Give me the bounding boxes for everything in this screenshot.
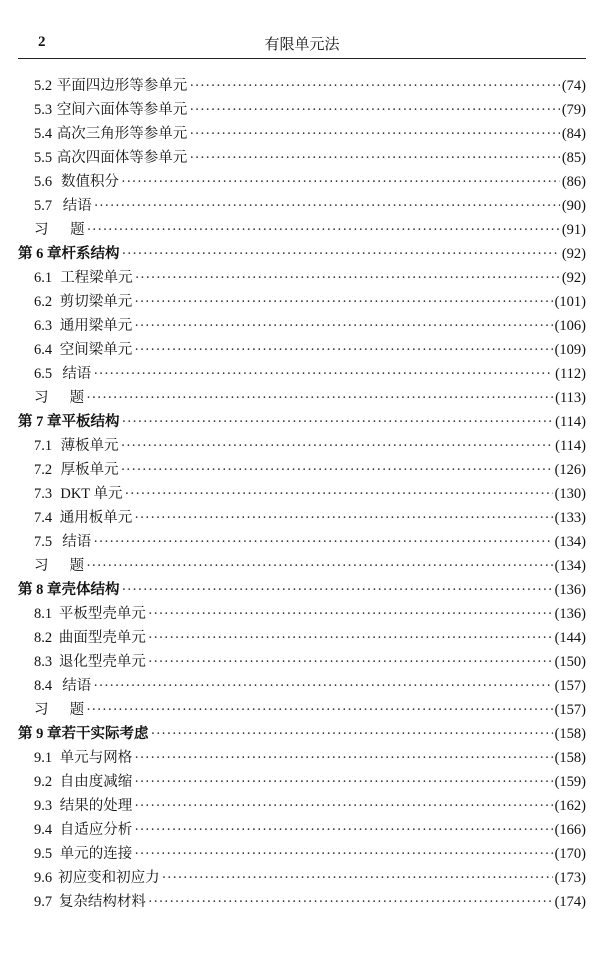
toc-entry-page: (134) [554,534,586,550]
toc-entry-number: 6.3 [34,318,53,334]
toc-entry-title: 题 [70,222,85,238]
toc-entry-number: 7.3 [34,486,53,502]
toc-entry-number: 第 7 章 [18,414,62,430]
dot-leader [93,534,552,551]
toc-section-entry[interactable] [18,746,586,770]
dot-leader [151,726,553,743]
toc-exercise-entry[interactable] [18,698,586,722]
toc-entry-page: (162) [554,798,586,814]
dot-leader [189,126,560,143]
toc-entry-page: (109) [554,342,586,358]
toc-chapter-entry[interactable] [18,578,586,602]
toc-entry-page: (91) [561,222,586,238]
dot-leader [94,198,560,215]
toc-entry-title: 自适应分析 [59,822,133,838]
dot-leader [125,486,553,503]
toc-entry-page: (159) [554,774,586,790]
dot-leader [189,102,560,119]
toc-entry-page: (158) [554,726,586,742]
toc-entry-page: (134) [554,558,586,574]
toc-entry-title: 数值积分 [61,174,120,190]
table-of-contents [18,74,586,914]
toc-entry-page: (85) [561,150,586,166]
toc-entry-page: (173) [554,870,586,886]
toc-section-entry[interactable] [18,602,586,626]
toc-entry-title: 曲面型壳单元 [58,630,146,646]
toc-entry-page: (130) [554,486,586,502]
toc-entry-title: 通用板单元 [59,510,133,526]
toc-section-entry[interactable] [18,482,586,506]
toc-entry-title: 空间梁单元 [59,342,133,358]
toc-entry-page: (174) [554,894,586,910]
toc-entry-page: (136) [554,582,586,598]
toc-entry-number: 9.1 [34,750,53,766]
toc-entry-page: (166) [554,822,586,838]
toc-entry-page: (86) [561,174,586,190]
toc-entry-title: 题 [69,390,85,406]
toc-entry-title: 平板型壳单元 [58,606,146,622]
toc-section-entry[interactable] [18,194,586,218]
toc-entry-number: 5.6 [34,174,53,190]
dot-leader [93,366,553,383]
toc-entry-title: 复杂结构材料 [58,894,146,910]
toc-entry-number: 5.2 [34,78,53,94]
toc-section-entry[interactable] [18,170,586,194]
toc-entry-title: 壳体结构 [61,582,120,598]
toc-section-entry[interactable] [18,98,586,122]
toc-section-entry[interactable] [18,338,586,362]
toc-entry-number: 9.3 [34,798,53,814]
toc-entry-page: (79) [561,102,586,118]
dot-leader [93,678,552,695]
toc-entry-page: (74) [561,78,586,94]
toc-entry-number: 5.3 [34,102,53,118]
toc-entry-page: (144) [554,630,586,646]
dot-leader [86,390,553,407]
toc-entry-number: 习 [34,390,49,406]
dot-leader [189,78,560,95]
toc-entry-page: (112) [555,366,586,382]
toc-entry-page: (158) [554,750,586,766]
dot-leader [121,438,554,455]
dot-leader [148,894,553,911]
toc-entry-page: (84) [561,126,586,142]
toc-entry-number: 第 8 章 [18,582,62,598]
toc-entry-number: 8.1 [34,606,53,622]
toc-entry-number: 6.1 [34,270,53,286]
toc-section-entry[interactable] [18,74,586,98]
toc-section-entry[interactable] [18,434,586,458]
toc-entry-title: 若干实际考虑 [61,726,149,742]
toc-entry-title: 平面四边形等参单元 [56,78,188,94]
toc-exercise-entry[interactable] [18,386,586,410]
toc-entry-number: 习 [34,702,49,718]
toc-entry-title: 退化型壳单元 [58,654,146,670]
page-header [18,28,586,59]
toc-entry-number: 5.5 [34,150,53,166]
toc-entry-page: (92) [561,270,586,286]
toc-entry-title: 杆系结构 [61,246,120,262]
toc-section-entry[interactable] [18,770,586,794]
toc-chapter-entry[interactable] [18,410,586,434]
toc-entry-page: (157) [554,702,586,718]
dot-leader [162,870,553,887]
dot-leader [122,582,553,599]
dot-leader [134,846,552,863]
dot-leader [122,414,554,431]
book-title: 有限单元法 [264,37,340,53]
toc-entry-title: 初应变和初应力 [58,870,160,886]
toc-entry-page: (126) [554,462,586,478]
toc-entry-number: 9.5 [34,846,53,862]
toc-entry-number: 5.7 [34,198,53,214]
toc-entry-title: 工程梁单元 [60,270,133,286]
dot-leader [134,750,552,767]
page-number: 2 [38,34,46,50]
toc-section-entry[interactable] [18,842,586,866]
toc-entry-title: 通用梁单元 [59,318,133,334]
toc-entry-page: (157) [554,678,586,694]
dot-leader [86,702,553,719]
toc-section-entry[interactable] [18,266,586,290]
dot-leader [148,606,553,623]
toc-entry-page: (114) [555,438,586,454]
toc-entry-number: 第 9 章 [18,726,62,742]
toc-entry-number: 9.4 [34,822,53,838]
toc-entry-page: (114) [555,414,586,430]
toc-entry-number: 7.4 [34,510,53,526]
dot-leader [148,654,553,671]
toc-entry-title: 结语 [62,534,92,550]
dot-leader [134,318,552,335]
toc-chapter-entry[interactable] [18,722,586,746]
toc-entry-title: 高次三角形等参单元 [56,126,188,142]
toc-section-entry[interactable] [18,458,586,482]
toc-entry-page: (136) [554,606,586,622]
toc-exercise-entry[interactable] [18,218,586,242]
toc-entry-title: 单元与网格 [59,750,133,766]
toc-entry-number: 8.3 [34,654,53,670]
toc-entry-page: (150) [554,654,586,670]
toc-entry-title: 自由度减缩 [59,774,133,790]
toc-entry-number: 第 6 章 [18,246,62,262]
toc-entry-page: (106) [554,318,586,334]
dot-leader [134,774,552,791]
toc-entry-number: 习 [34,558,49,574]
dot-leader [134,798,552,815]
toc-section-entry[interactable] [18,290,586,314]
toc-section-entry[interactable] [18,314,586,338]
toc-entry-title: DKT 单元 [60,486,123,502]
toc-section-entry[interactable] [18,146,586,170]
toc-entry-title: 结语 [62,198,92,214]
toc-entry-title: 平板结构 [61,414,120,430]
toc-section-entry[interactable] [18,674,586,698]
toc-entry-title: 结语 [62,366,92,382]
toc-entry-title: 题 [69,702,85,718]
toc-entry-page: (90) [561,198,586,214]
toc-section-entry[interactable] [18,794,586,818]
toc-entry-number: 9.6 [34,870,53,886]
toc-entry-title: 剪切梁单元 [59,294,133,310]
toc-exercise-entry[interactable] [18,554,586,578]
dot-leader [135,270,560,287]
toc-entry-title: 空间六面体等参单元 [56,102,188,118]
dot-leader [134,342,552,359]
toc-entry-number: 6.5 [34,366,53,382]
toc-entry-title: 题 [69,558,85,574]
toc-section-entry[interactable] [18,866,586,890]
dot-leader [189,150,560,167]
dot-leader [122,246,560,263]
toc-entry-page: (101) [554,294,586,310]
toc-entry-title: 结果的处理 [59,798,133,814]
toc-entry-number: 7.1 [34,438,53,454]
toc-entry-number: 8.4 [34,678,53,694]
dot-leader [134,510,552,527]
toc-entry-title: 单元的连接 [59,846,133,862]
toc-section-entry[interactable] [18,818,586,842]
toc-entry-page: (170) [554,846,586,862]
toc-entry-number: 6.4 [34,342,53,358]
toc-entry-number: 8.2 [34,630,53,646]
toc-section-entry[interactable] [18,650,586,674]
dot-leader [134,822,552,839]
toc-entry-title: 厚板单元 [60,462,119,478]
toc-section-entry[interactable] [18,362,586,386]
toc-section-entry[interactable] [18,122,586,146]
toc-entry-number: 9.7 [34,894,53,910]
toc-entry-page: (92) [561,246,586,262]
toc-entry-title: 高次四面体等参单元 [56,150,188,166]
toc-entry-number: 7.2 [34,462,53,478]
toc-entry-number: 习 [34,222,49,238]
toc-entry-title: 薄板单元 [60,438,119,454]
dot-leader [121,462,553,479]
toc-section-entry[interactable] [18,626,586,650]
toc-entry-number: 5.4 [34,126,53,142]
toc-entry-number: 7.5 [34,534,53,550]
toc-section-entry[interactable] [18,890,586,914]
toc-entry-page: (133) [554,510,586,526]
dot-leader [87,222,560,239]
dot-leader [148,630,553,647]
toc-chapter-entry[interactable] [18,242,586,266]
toc-section-entry[interactable] [18,530,586,554]
dot-leader [86,558,553,575]
toc-section-entry[interactable] [18,506,586,530]
toc-entry-number: 6.2 [34,294,53,310]
dot-leader [121,174,560,191]
toc-entry-page: (113) [555,390,586,406]
dot-leader [134,294,552,311]
toc-entry-title: 结语 [62,678,92,694]
toc-entry-number: 9.2 [34,774,53,790]
